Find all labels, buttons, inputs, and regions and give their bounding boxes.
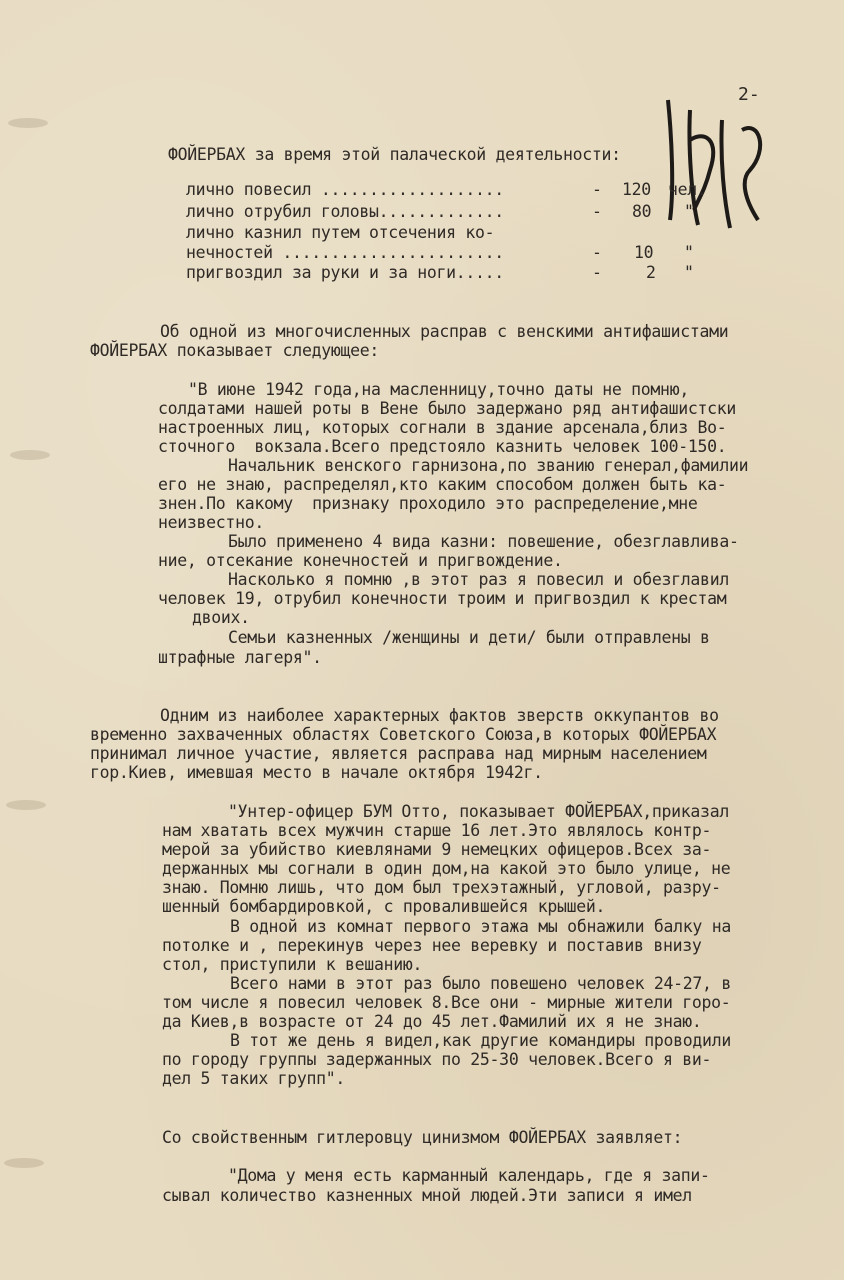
quote-line: сточного вокзала.Всего предстояло казнить человек 100-150. bbox=[158, 437, 727, 456]
quote-line: В тот же день я видел,как другие командиры проводили bbox=[230, 1031, 731, 1050]
stat-unit: " bbox=[684, 263, 694, 282]
quote-line: знен.По какому признаку проходило это распределение,мне bbox=[158, 494, 698, 513]
stat-num: 2 bbox=[646, 263, 656, 282]
quote-line: держанных мы согнали в один дом,на какой это было улице, не bbox=[162, 859, 731, 878]
quote-line: двоих. bbox=[192, 608, 250, 627]
paragraph-line: Одним из наиболее характерных фактов зверств оккупантов во bbox=[160, 706, 719, 725]
quote-line: Было применено 4 вида казни: повешение, обезглавлива- bbox=[228, 532, 739, 551]
quote-line: неизвестно. bbox=[158, 513, 264, 532]
stat-row: пригвоздил за руки и за ноги..... bbox=[186, 263, 504, 282]
quote-line: стол, приступили к вешанию. bbox=[162, 955, 423, 974]
stat-unit: " bbox=[684, 202, 694, 221]
handwritten-mark bbox=[650, 80, 770, 230]
stat-num: 10 bbox=[634, 243, 654, 262]
quote-line: ние, отсекание конечностей и пригвождение. bbox=[158, 551, 563, 570]
paragraph-line: временно захваченных областях Советского Союза,в которых ФОЙЕРБАХ bbox=[90, 725, 717, 744]
quote-line: настроенных лиц, которых согнали в здание арсенала,близ Во- bbox=[158, 418, 727, 437]
quote-line: Начальник венского гарнизона,по званию генерал,фамилии bbox=[228, 456, 749, 475]
paragraph-line: гор.Киев, имевшая место в начале октября 1942г. bbox=[90, 763, 543, 782]
quote-line: Всего нами в этот раз было повешено человек 24-27, в bbox=[230, 974, 731, 993]
stat-row: лично отрубил головы............. bbox=[186, 202, 504, 221]
margin-smudge bbox=[4, 1158, 44, 1168]
quote-line: сывал количество казненных мной людей.Эти записи я имел bbox=[162, 1186, 692, 1205]
quote-line: его не знаю, распределял,кто каким способом должен быть ка- bbox=[158, 475, 727, 494]
stat-dash: - bbox=[592, 263, 602, 282]
stat-num: 80 bbox=[632, 202, 652, 221]
margin-smudge bbox=[10, 450, 50, 460]
stat-row: лично казнил путем отсечения ко- bbox=[186, 223, 495, 242]
quote-line: человек 19, отрубил конечности троим и пригвоздил к крестам bbox=[158, 589, 727, 608]
quote-line: знаю. Помню лишь, что дом был трехэтажный, угловой, разру- bbox=[162, 878, 721, 897]
quote-line: "Дома у меня есть карманный календарь, где я запи- bbox=[228, 1166, 710, 1185]
quote-line: мерой за убийство киевлянами 9 немецких офицеров.Всех за- bbox=[162, 840, 712, 859]
quote-line: нам хватать всех мужчин старше 16 лет.Это являлось контр- bbox=[162, 821, 712, 840]
quote-line: да Киев,в возрасте от 24 до 45 лет.Фамилий их я не знаю. bbox=[162, 1012, 702, 1031]
quote-line: потолке и , перекинув через нее веревку и поставив внизу bbox=[162, 936, 702, 955]
paragraph-line: ФОЙЕРБАХ показывает следующее: bbox=[90, 341, 380, 360]
page-number: 2- bbox=[738, 84, 760, 105]
stat-num: 120 bbox=[622, 180, 651, 199]
quote-line: Насколько я помню ,в этот раз я повесил и обезглавил bbox=[228, 570, 729, 589]
stat-dash: - bbox=[592, 243, 602, 262]
stat-unit: чел. bbox=[668, 180, 707, 199]
quote-line: шенный бомбардировкой, с провалившейся крышей. bbox=[162, 897, 606, 916]
margin-smudge bbox=[8, 118, 48, 128]
stat-dash: - bbox=[592, 202, 602, 221]
heading: ФОЙЕРБАХ за время этой палаческой деятельности: bbox=[168, 145, 621, 164]
quote-line: дел 5 таких групп". bbox=[162, 1069, 346, 1088]
stat-row: нечностей ....................... bbox=[186, 243, 504, 262]
quote-line: солдатами нашей роты в Вене было задержано ряд антифашистски bbox=[158, 399, 737, 418]
stat-dash: - bbox=[592, 180, 602, 199]
quote-line: по городу группы задержанных по 25-30 человек.Всего я ви- bbox=[162, 1050, 712, 1069]
paragraph-line: принимал личное участие, является расправа над мирным населением bbox=[90, 744, 707, 763]
margin-smudge bbox=[6, 800, 46, 810]
quote-line: В одной из комнат первого этажа мы обнажили балку на bbox=[230, 917, 731, 936]
paragraph-line: Об одной из многочисленных расправ с венскими антифашистами bbox=[160, 322, 729, 341]
quote-line: штрафные лагеря". bbox=[158, 648, 322, 667]
quote-line: "В июне 1942 года,на масленницу,точно даты не помню, bbox=[188, 380, 689, 399]
quote-line: том числе я повесил человек 8.Все они - мирные жители горо- bbox=[162, 993, 731, 1012]
quote-line: Семьи казненных /женщины и дети/ были отправлены в bbox=[228, 628, 710, 647]
paragraph-line: Со свойственным гитлеровцу цинизмом ФОЙЕРБАХ заявляет: bbox=[162, 1128, 683, 1147]
stat-row: лично повесил ................... bbox=[186, 180, 504, 199]
quote-line: "Унтер-офицер БУМ Отто, показывает ФОЙЕРБАХ,приказал bbox=[228, 802, 729, 821]
stat-unit: " bbox=[684, 243, 694, 262]
